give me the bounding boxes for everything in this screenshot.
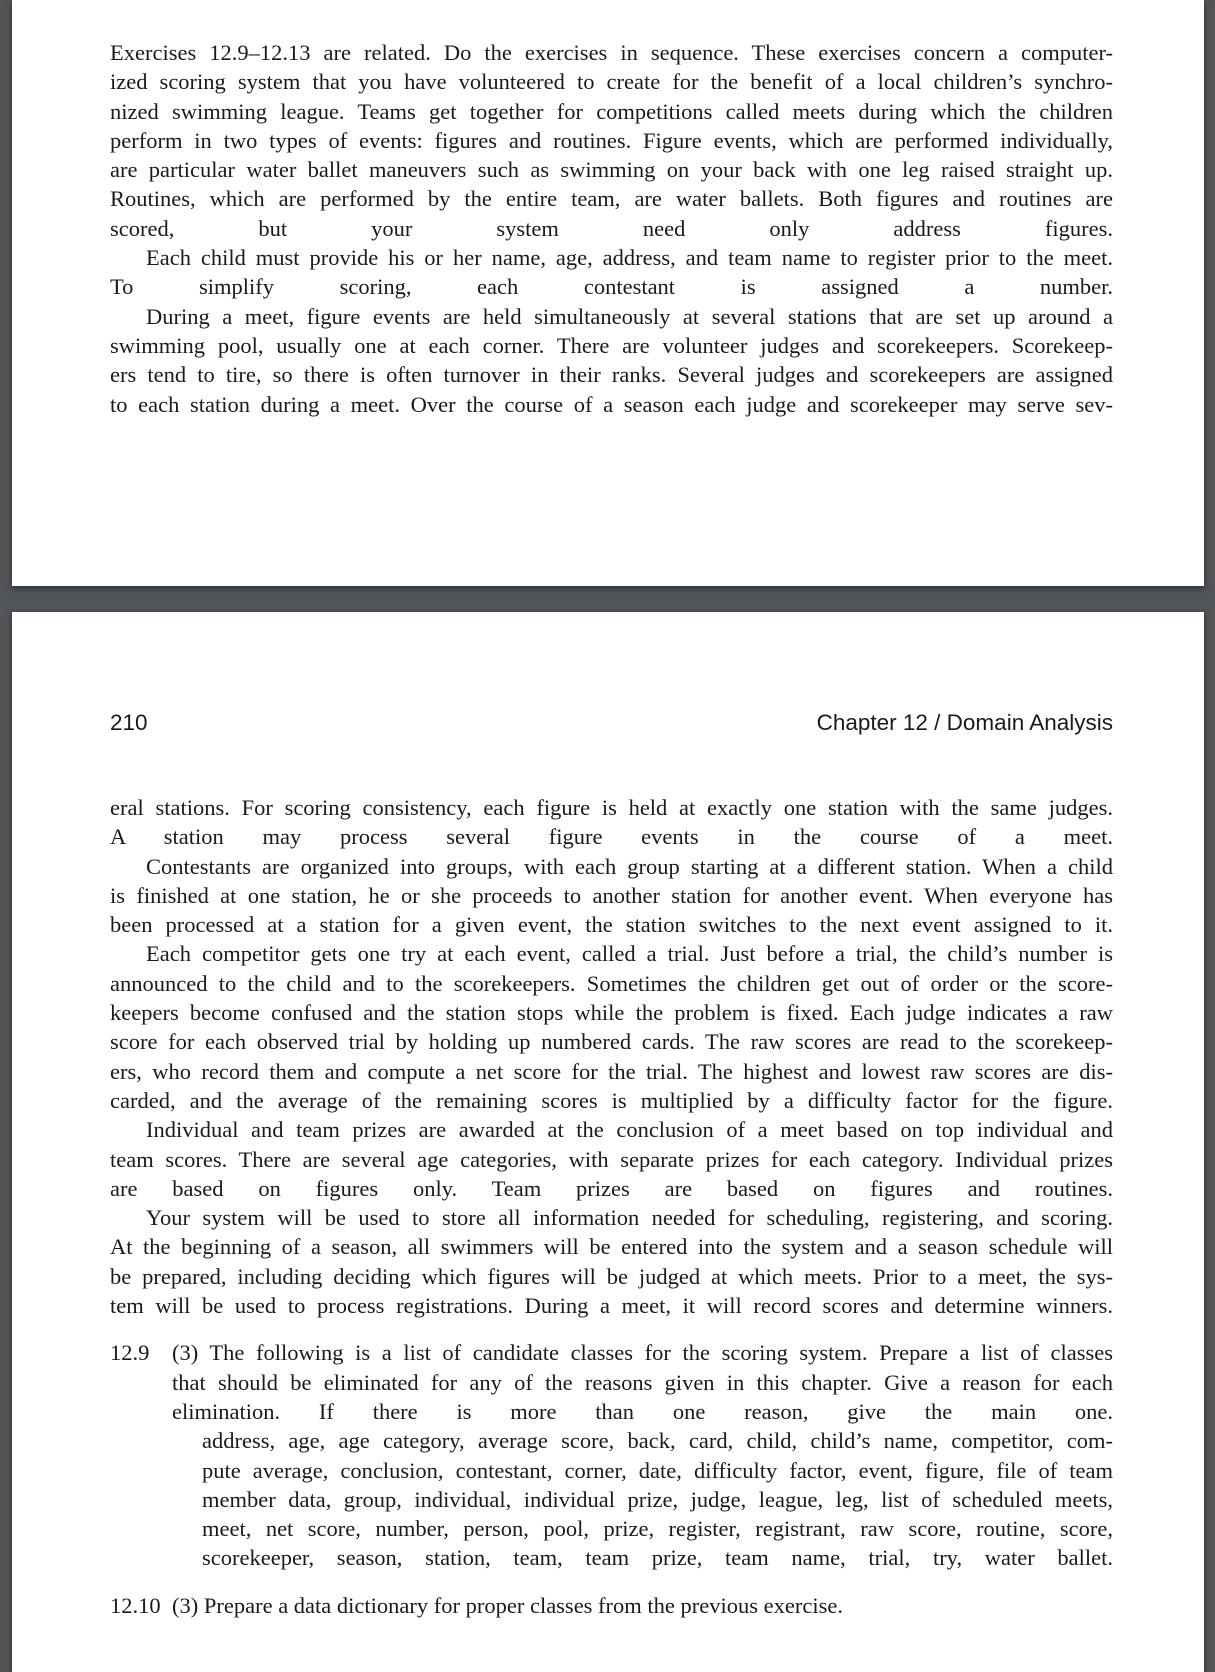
page-2-body: [110, 793, 1113, 1620]
exercise-number: 12.10: [110, 1592, 161, 1618]
exercise-text: (3) Prepare a data dictionary for proper classes from the previous exercise.: [172, 1592, 843, 1618]
paragraph: Exercises 12.9–12.13 are related. Do the exercises in sequence. These exercises concern a computer- ized scoring system that you have volunteered to create for the benefit of a local children’s synchro- nized swimming league. Teams get together for competitions called meets during which the children perform in two types of events: figures and routines. Figure events, which are performed individually, are particular water ballet maneuvers such as swimming on your back with one leg raised straight up. Routines, which are performed by the entire team, are water ballets. Both figures and routines are scored, but your system need only address figures.: [110, 40, 1113, 241]
paragraph: eral stations. For scoring consistency, each figure is held at exactly one station with the same judges. A station may process several figure events in the course of a meet.: [110, 795, 1113, 850]
exercise-text: (3) The following is a list of candidate classes for the scoring system. Prepare a list of classes that should be eliminated for any of the reasons given in this chapter. Give a reason for each elimination. If there is more than one reason, give the main one.: [172, 1340, 1113, 1424]
candidate-class-list: address, age, age category, average score, back, card, child, child’s name, competitor, com- pute average, conclusion, contestant, corner, date, difficulty factor, event, figure, file of team member data, group, individual, individual prize, judge, league, leg, list of scheduled meets, meet, net score, number, person, pool, prize, register, registrant, raw score, routine, score, scorekeeper, season, station, team, team prize, team name, trial, try, water ballet.: [202, 1428, 1113, 1571]
paragraph: During a meet, figure events are held simultaneously at several stations that are set up around a swimming pool, usually one at each corner. There are volunteer judges and scorekeepers. Scorekeep- ers tend to tire, so there is often turnover in their ranks. Several judges and scorekeepers are assigned to each station during a meet. Over the course of a season each judge and scorekeeper may serve sev-: [110, 303, 1113, 417]
page-number: 210: [110, 710, 148, 735]
pdf-page-1: [12, 0, 1204, 586]
pdf-page-2: [12, 612, 1204, 1672]
page-header: [110, 710, 1113, 740]
paragraph: Your system will be used to store all information needed for scheduling, registering, and scoring. At the beginning of a season, all swimmers will be entered into the system and a season schedule will be prepared, including deciding which figures will be judged at which meets. Prior to a meet, the sys- tem will be used to process registrations. During a meet, it will record scores and determine winners.: [110, 1205, 1113, 1319]
paragraph: Contestants are organized into groups, with each group starting at a different station. When a child is finished at one station, he or she proceeds to another station for another event. When everyone has been processed at a station for a given event, the station switches to the next event assigned to it.: [110, 853, 1113, 938]
paragraph: Individual and team prizes are awarded at the conclusion of a meet based on top individual and team scores. There are several age categories, with separate prizes for each category. Individual prizes are based on figures only. Team prizes are based on figures and routines.: [110, 1117, 1113, 1201]
page-1-body: [110, 38, 1113, 419]
paragraph: Each competitor gets one try at each event, called a trial. Just before a trial, the child’s number is announced to the child and to the scorekeepers. Sometimes the children get out of order or the score- keepers become confused and the station stops while the problem is fixed. Each judge indicates a raw score for each observed trial by holding up numbered cards. The raw scores are read to the scorekeep- ers, who record them and compute a net score for the trial. The highest and lowest raw scores are dis- carded, and the average of the remaining scores is multiplied by a difficulty factor for the figure.: [110, 941, 1113, 1113]
exercise-number: 12.9: [110, 1340, 150, 1366]
chapter-title: Chapter 12 / Domain Analysis: [816, 710, 1113, 735]
exercise-12-9: [110, 1338, 1113, 1572]
exercise-12-10: [110, 1591, 1113, 1620]
paragraph: Each child must provide his or her name, age, address, and team name to register prior to the meet. To simplify scoring, each contestant is assigned a number.: [110, 245, 1113, 300]
